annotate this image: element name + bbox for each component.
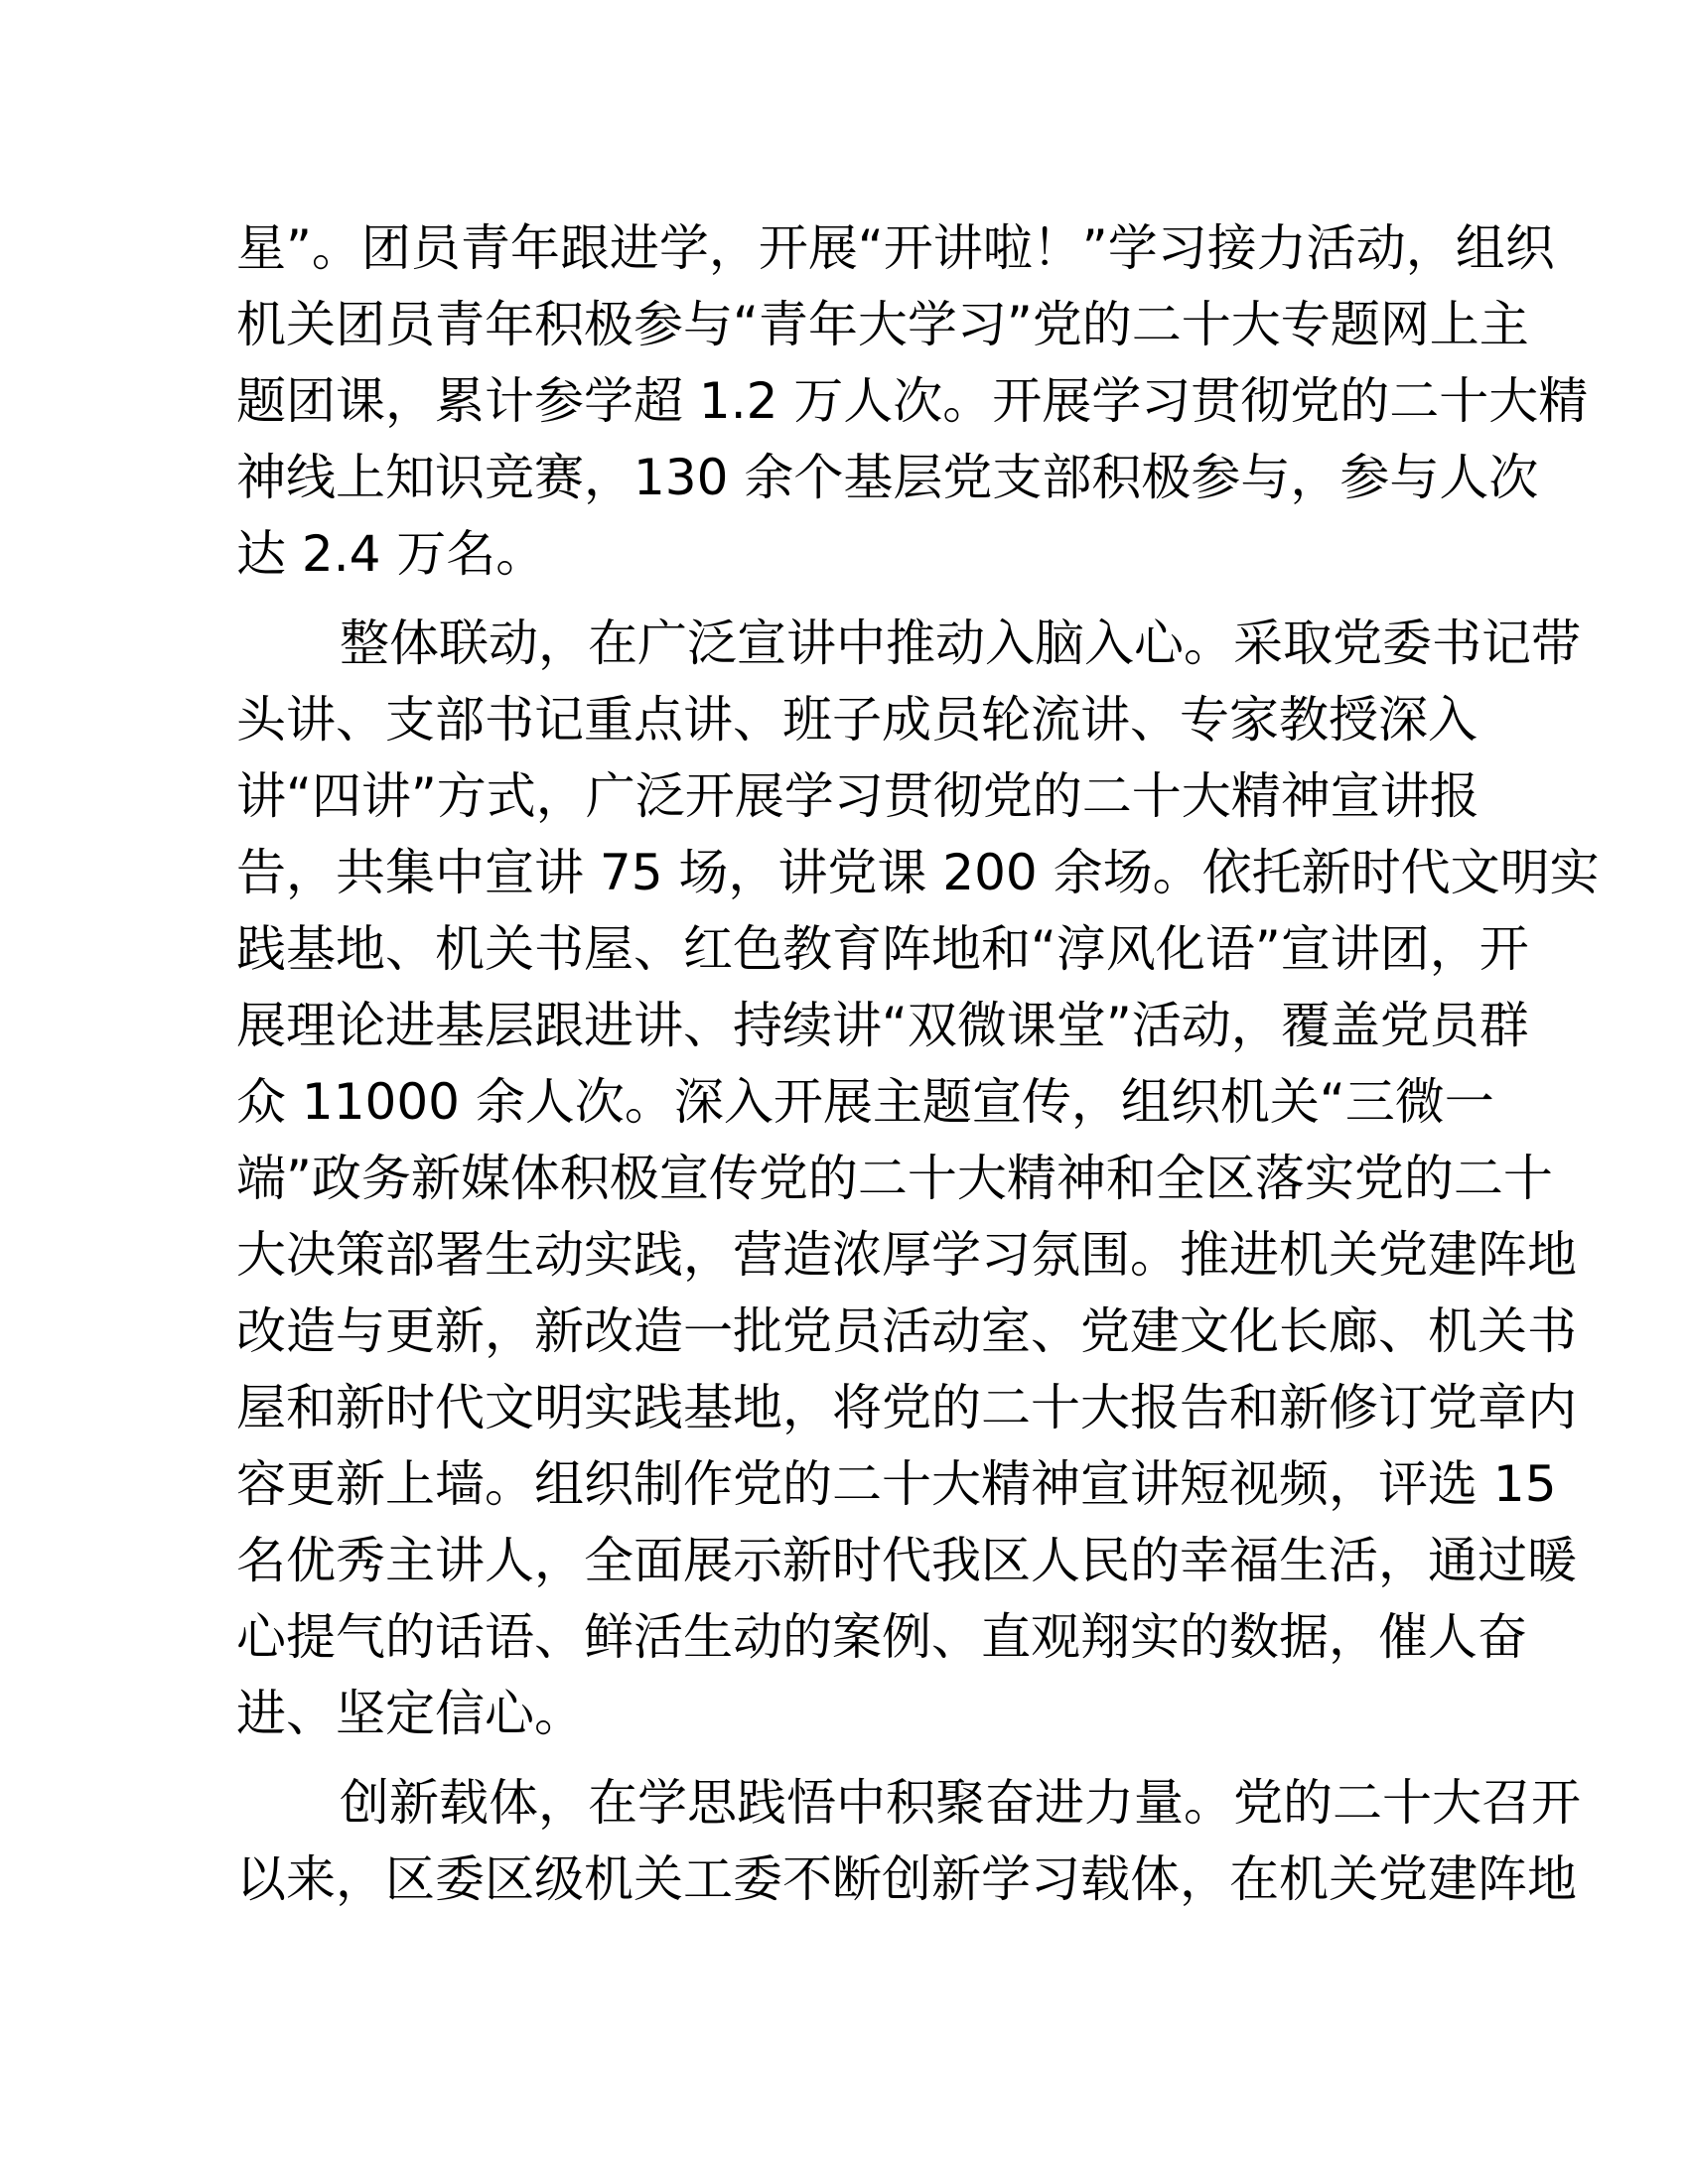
text-line: 端”政务新媒体积极宣传党的二十大精神和全区落实党的二十 [236,1150,1553,1207]
paragraph-2 [236,606,1600,1752]
text-line: 告，共集中宣讲 75 场，讲党课 200 余场。依托新时代文明实 [236,844,1600,901]
text-line: 以来，区委区级机关工委不断创新学习载体，在机关党建阵地 [236,1850,1577,1908]
paragraph-1 [236,210,1589,593]
text-line: 神线上知识竞赛，130 余个基层党支部积极参与，参与人次 [236,449,1539,506]
text-line: 屋和新时代文明实践基地，将党的二十大报告和新修订党章内 [236,1379,1577,1436]
text-line: 达 2.4 万名。 [236,525,546,583]
text-line: 进、坚定信心。 [236,1685,584,1742]
text-line: 星”。团员青年跟进学，开展“开讲啦！”学习接力活动，组织 [236,219,1555,277]
text-line: 心提气的话语、鲜活生动的案例、直观翔实的数据，催人奋 [236,1608,1527,1666]
document-page [236,210,1600,1931]
text-line: 展理论进基层跟进讲、持续讲“双微课堂”活动，覆盖党员群 [236,997,1529,1054]
text-line: 众 11000 余人次。深入开展主题宣传，组织机关“三微一 [236,1073,1494,1131]
text-line: 讲“四讲”方式，广泛开展学习贯彻党的二十大精神宣讲报 [236,767,1479,825]
text-line: 头讲、支部书记重点讲、班子成员轮流讲、专家教授深入 [236,691,1477,749]
text-line: 题团课，累计参学超 1.2 万人次。开展学习贯彻党的二十大精 [236,372,1589,430]
text-line: 名优秀主讲人，全面展示新时代我区人民的幸福生活，通过暖 [236,1532,1577,1589]
text-line: 践基地、机关书屋、红色教育阵地和“淳风化语”宣讲团，开 [236,920,1529,978]
text-line: 创新载体，在学思践悟中积聚奋进力量。党的二十大召开 [340,1774,1581,1832]
text-line: 改造与更新，新改造一批党员活动室、党建文化长廊、机关书 [236,1302,1577,1360]
text-line: 整体联动，在广泛宣讲中推动入脑入心。采取党委书记带 [340,614,1581,672]
text-line: 大决策部署生动实践，营造浓厚学习氛围。推进机关党建阵地 [236,1226,1577,1284]
text-line: 机关团员青年积极参与“青年大学习”党的二十大专题网上主 [236,296,1529,353]
text-line: 容更新上墙。组织制作党的二十大精神宣讲短视频，评选 15 [236,1455,1557,1513]
paragraph-3 [236,1765,1581,1918]
